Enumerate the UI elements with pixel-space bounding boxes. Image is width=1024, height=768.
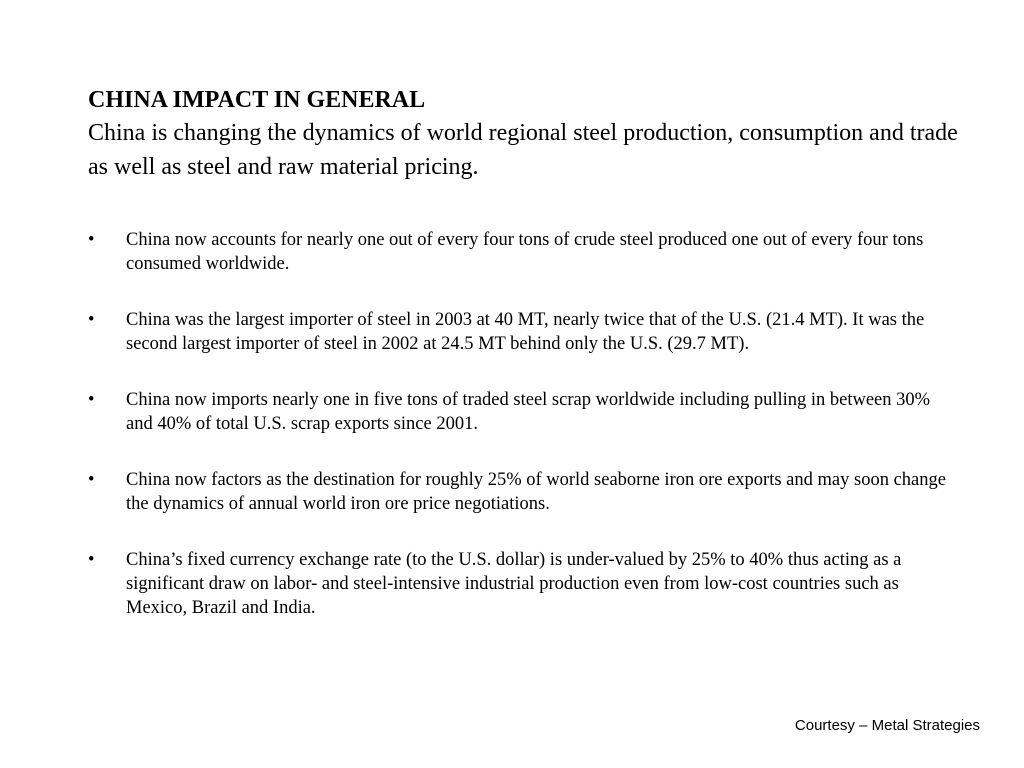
bullet-text: China now accounts for nearly one out of every four tons of crude steel produced one out of every four tons consumed worldwide. bbox=[126, 230, 924, 274]
bullet-text: China now factors as the destination for roughly 25% of world seaborne iron ore exports and may soon change the dynamics of annual world iron ore price negotiations. bbox=[126, 470, 946, 514]
footer-credit: Courtesy – Metal Strategies bbox=[794, 717, 980, 734]
bullet-item bbox=[88, 388, 948, 436]
slide-header bbox=[88, 84, 968, 184]
bullet-icon: • bbox=[88, 390, 95, 410]
bullet-item bbox=[88, 308, 948, 356]
bullet-icon: • bbox=[88, 550, 95, 570]
bullet-icon: • bbox=[88, 470, 95, 490]
bullet-icon: • bbox=[88, 310, 95, 330]
bullet-item bbox=[88, 468, 948, 516]
bullet-item bbox=[88, 548, 948, 620]
slide-subtitle: China is changing the dynamics of world regional steel production, consumption and trade as well as steel and raw material pricing. bbox=[88, 120, 958, 180]
bullet-text: China was the largest importer of steel in 2003 at 40 MT, nearly twice that of the U.S. (21.4 MT). It was the second largest importer of steel in 2002 at 24.5 MT behind only the U.S. (29.7 MT). bbox=[126, 310, 925, 354]
bullet-list bbox=[88, 228, 948, 652]
slide-title: CHINA IMPACT IN GENERAL bbox=[88, 87, 426, 113]
bullet-icon: • bbox=[88, 230, 95, 250]
bullet-item bbox=[88, 228, 948, 276]
bullet-text: China’s fixed currency exchange rate (to the U.S. dollar) is under-valued by 25% to 40% thus acting as a significant draw on labor- and steel-intensive industrial production even from low-cost countries such as Mexico, Brazil and India. bbox=[126, 550, 902, 618]
bullet-text: China now imports nearly one in five tons of traded steel scrap worldwide including pulling in between 30% and 40% of total U.S. scrap exports since 2001. bbox=[126, 390, 931, 434]
